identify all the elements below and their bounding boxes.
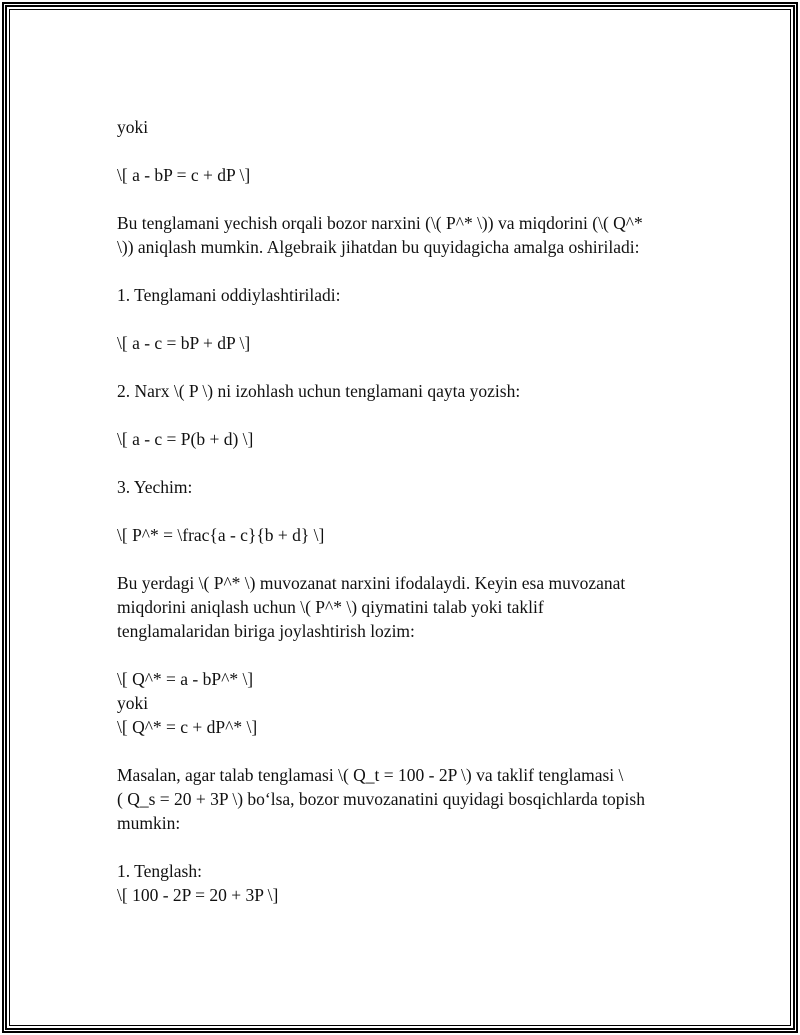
blank-line	[117, 355, 687, 379]
text-line: yoki	[117, 117, 149, 137]
blank-line	[117, 643, 687, 667]
text-line: yoki	[117, 693, 149, 713]
step-heading: 3. Yechim:	[117, 477, 193, 497]
blank-line	[117, 259, 687, 283]
paragraph-line: tenglamalaridan biriga joylashtirish lozim:	[117, 621, 415, 641]
equation-line: \[ Q^* = a - bP^* \]	[117, 669, 254, 689]
paragraph-line: Bu yerdagi \( P^* \) muvozanat narxini ifodalaydi. Keyin esa muvozanat	[117, 573, 626, 593]
equation-line: \[ a - bP = c + dP \]	[117, 165, 251, 185]
blank-line	[117, 139, 687, 163]
equation-line: \[ 100 - 2P = 20 + 3P \]	[117, 885, 279, 905]
step-heading: 1. Tenglamani oddiylashtiriladi:	[117, 285, 341, 305]
equation-line: \[ a - c = bP + dP \]	[117, 333, 251, 353]
blank-line	[117, 547, 687, 571]
equation-line: \[ a - c = P(b + d) \]	[117, 429, 254, 449]
blank-line	[117, 187, 687, 211]
blank-line	[117, 835, 687, 859]
blank-line	[117, 307, 687, 331]
paragraph-line: Masalan, agar talab tenglamasi \( Q_t = 100 - 2P \) va taklif tenglamasi \	[117, 765, 624, 785]
paragraph-line: ( Q_s = 20 + 3P \) bo‘lsa, bozor muvozanatini quyidagi bosqichlarda topish	[117, 789, 645, 809]
paragraph-line: \)) aniqlash mumkin. Algebraik jihatdan bu quyidagicha amalga oshiriladi:	[117, 237, 640, 257]
blank-line	[117, 403, 687, 427]
blank-line	[117, 451, 687, 475]
blank-line	[117, 739, 687, 763]
document-body	[117, 115, 687, 907]
step-heading: 1. Tenglash:	[117, 861, 202, 881]
step-heading: 2. Narx \( P \) ni izohlash uchun tenglamani qayta yozish:	[117, 381, 521, 401]
paragraph-line: mumkin:	[117, 813, 181, 833]
paragraph-line: Bu tenglamani yechish orqali bozor narxini (\( P^* \)) va miqdorini (\( Q^*	[117, 213, 643, 233]
paragraph-line: miqdorini aniqlash uchun \( P^* \) qiymatini talab yoki taklif	[117, 597, 544, 617]
blank-line	[117, 499, 687, 523]
equation-line: \[ Q^* = c + dP^* \]	[117, 717, 258, 737]
equation-line: \[ P^* = \frac{a - c}{b + d} \]	[117, 525, 325, 545]
